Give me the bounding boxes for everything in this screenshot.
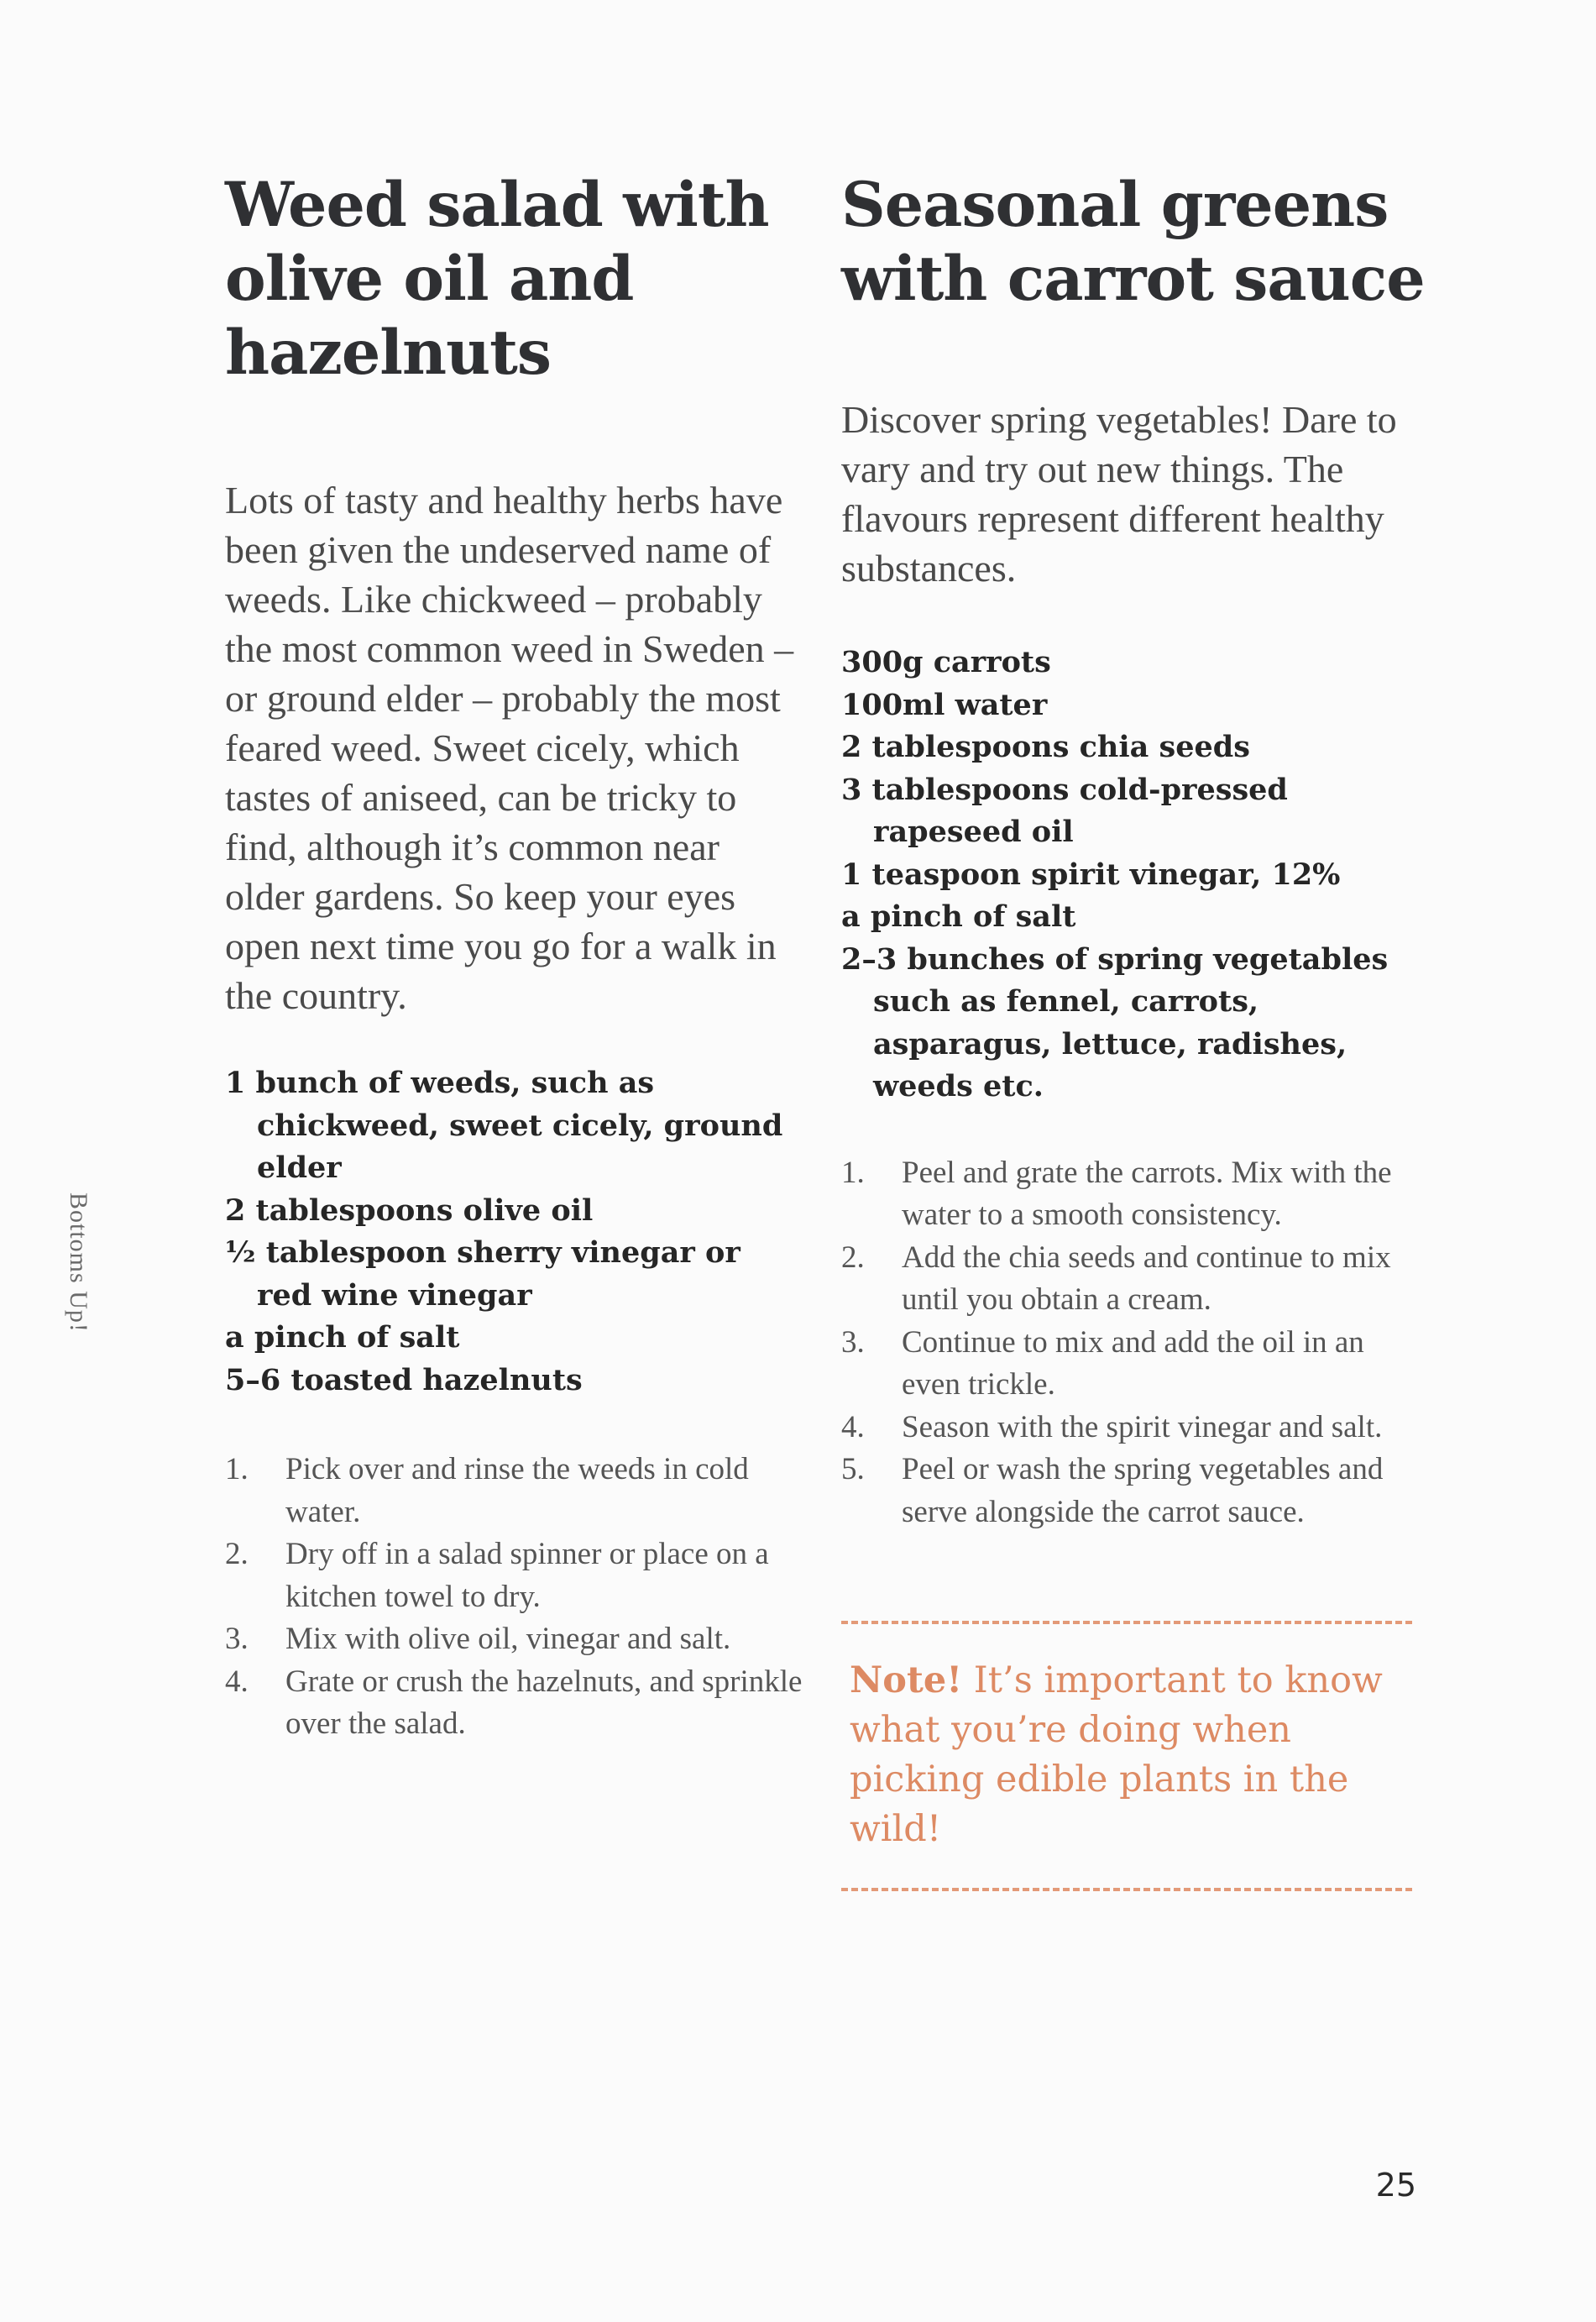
step-number: 4. — [841, 1409, 865, 1444]
ingredient-item: 1 teaspoon spirit vinegar, 12% — [841, 857, 1341, 892]
step-number: 4. — [225, 1664, 249, 1699]
left-title-line: Weed salad with — [225, 169, 769, 241]
ingredient-item: a pinch of salt — [841, 899, 1076, 934]
step-number: 3. — [225, 1622, 249, 1656]
step-item — [841, 1237, 1429, 1322]
step-item — [841, 1449, 1429, 1533]
step-number: 3. — [841, 1324, 865, 1360]
ingredient-item: 300g carrots — [841, 645, 1051, 679]
note-label: Note! — [850, 1659, 963, 1701]
left-recipe — [225, 168, 804, 1746]
side-label: Bottoms Up! — [65, 1192, 92, 1333]
step-text: Continue to mix and add the oil in an even trickle. — [902, 1324, 1364, 1402]
step-number: 5. — [841, 1452, 865, 1486]
step-item — [225, 1618, 804, 1661]
note-divider-top — [841, 1621, 1412, 1624]
right-title-line: Seasonal greens — [841, 169, 1389, 241]
step-text: Peel and grate the carrots. Mix with the water to a smooth consistency. — [902, 1155, 1392, 1232]
step-item — [841, 1152, 1429, 1237]
step-item — [225, 1661, 804, 1746]
left-step-list — [225, 1449, 804, 1746]
page-number: 25 — [1375, 2167, 1416, 2204]
step-text: Dry off in a salad spinner or place on a kitchen towel to dry. — [285, 1537, 769, 1614]
step-text: Pick over and rinse the weeds in cold water. — [285, 1452, 749, 1529]
step-number: 1. — [225, 1452, 249, 1486]
step-text: Peel or wash the spring vegetables and serve alongside the carrot sauce. — [902, 1452, 1384, 1529]
left-recipe-title — [225, 168, 804, 390]
step-item — [841, 1322, 1429, 1407]
ingredient-item: ½ tablespoon sherry vinegar or red wine vinegar — [225, 1235, 740, 1313]
left-ingredient-list — [225, 1062, 804, 1402]
right-step-list — [841, 1152, 1429, 1534]
step-text: Grate or crush the hazelnuts, and sprinkle over the salad. — [285, 1664, 803, 1741]
ingredient-item: a pinch of salt — [225, 1320, 460, 1355]
ingredient-item: 2–3 bunches of spring vegetables such as fennel, carrots, asparagus, lettuce, radishes, weeds etc. — [841, 941, 1389, 1103]
ingredient-item: 2 tablespoons chia seeds — [841, 730, 1250, 764]
left-recipe-intro: Lots of tasty and healthy herbs have been given the undeserved name of weeds. Like chickweed – probably the most common weed in Sweden – or ground elder – probably the most feared weed. Sweet cicely, which tastes of aniseed, can be tricky to find, although it’s common near older gardens. So keep your eyes open next time you go for a walk in the country. — [225, 479, 794, 1017]
step-text: Add the chia seeds and continue to mix until you obtain a cream. — [902, 1240, 1391, 1317]
step-number: 2. — [841, 1240, 865, 1275]
step-item — [841, 1407, 1429, 1449]
right-ingredient-list — [841, 642, 1429, 1109]
right-recipe — [841, 168, 1429, 1891]
step-number: 1. — [841, 1155, 865, 1190]
ingredient-item: 5–6 toasted hazelnuts — [225, 1362, 583, 1397]
left-title-line: hazelnuts — [225, 317, 551, 389]
right-title-line: with carrot sauce — [841, 243, 1425, 315]
step-item — [225, 1449, 804, 1533]
step-text: Mix with olive oil, vinegar and salt. — [285, 1622, 731, 1656]
step-text: Season with the spirit vinegar and salt. — [902, 1409, 1383, 1444]
left-title-line: olive oil and — [225, 243, 634, 315]
ingredient-item: 1 bunch of weeds, such as chickweed, sweet cicely, ground elder — [225, 1066, 783, 1185]
ingredient-item: 2 tablespoons olive oil — [225, 1192, 594, 1228]
right-recipe-title — [841, 168, 1429, 316]
ingredient-item: 3 tablespoons cold-pressed rapeseed oil — [841, 772, 1288, 849]
right-recipe-intro: Discover spring vegetables! Dare to vary and try out new things. The flavours represent different healthy substances. — [841, 398, 1397, 590]
step-item — [225, 1533, 804, 1618]
note-text: It’s important to know what you’re doing when picking edible plants in the wild! — [850, 1659, 1383, 1850]
step-number: 2. — [225, 1537, 249, 1571]
note-divider-bottom — [841, 1888, 1412, 1891]
ingredient-item: 100ml water — [841, 687, 1048, 722]
note-box — [850, 1656, 1404, 1854]
